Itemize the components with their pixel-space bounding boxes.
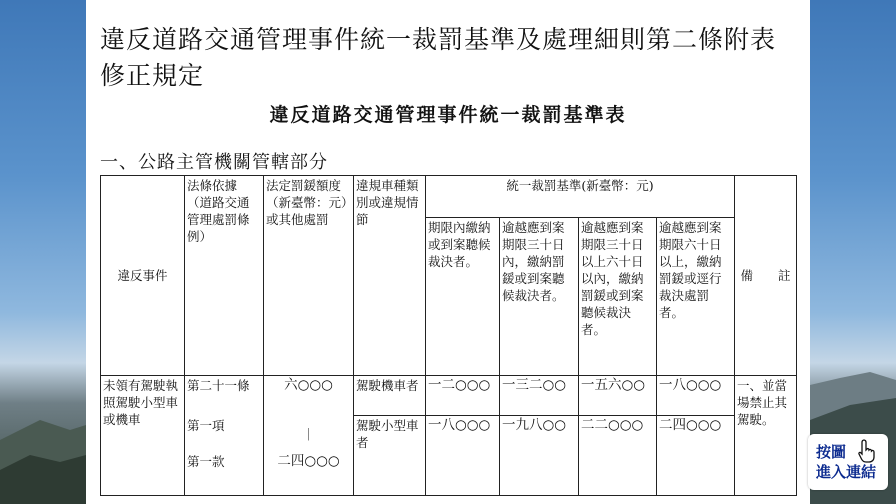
header-period-1: 期限內繳納或到案聽候裁決者。: [426, 218, 500, 376]
header-period-3: 逾越應到案期限三十日以上六十日以內，繳納罰鍰或到案聽候裁決者。: [579, 218, 657, 376]
law-article: 第二十一條: [187, 378, 250, 393]
fine-small-car-1: 一八○○○: [426, 416, 500, 496]
section-heading: 一、公路主管機關管轄部分: [100, 152, 328, 173]
penalty-table: [100, 175, 797, 496]
fine-separator: ｜: [302, 427, 315, 442]
fine-motorcycle-4: 一八○○○: [657, 376, 735, 416]
vehicle-small-car: 駕駛小型車者: [354, 416, 426, 496]
header-unified-standard: 統一裁罰基準(新臺幣：元): [426, 176, 735, 218]
row-note: 一、並當場禁止其駕駛。: [735, 376, 797, 496]
header-notes: 備 註: [735, 176, 797, 376]
fine-motorcycle-2: 一三二○○: [500, 376, 579, 416]
fine-low: 六○○○: [284, 377, 333, 393]
fine-motorcycle-1: 一二○○○: [426, 376, 500, 416]
document-page: [86, 0, 810, 504]
law-item: 第一項: [187, 418, 225, 433]
row-law: [185, 376, 264, 496]
header-law: 法條依據（道路交通管理處罰條例）: [185, 176, 264, 376]
fine-high: 二四○○○: [277, 453, 340, 469]
row-fine-range: [264, 376, 354, 496]
header-period-4: 逾越應到案期限六十日以上，繳納罰鍰或逕行裁決處罰者。: [657, 218, 735, 376]
header-vehicle-type: 違規車種類別或違規情節: [354, 176, 426, 376]
fine-small-car-3: 二二○○○: [579, 416, 657, 496]
hand-pointer-icon: [856, 438, 878, 464]
document-title: 違反道路交通管理事件統一裁罰基準及處理細則第二條附表修正規定: [100, 25, 777, 90]
fine-motorcycle-3: 一五六○○: [579, 376, 657, 416]
badge-line-1: 按圖: [816, 443, 847, 461]
header-period-2: 逾越應到案期限三十日內，繳納罰鍰或到案聽候裁決者。: [500, 218, 579, 376]
badge-line-2: 進入連結: [816, 463, 877, 481]
fine-small-car-4: 二四○○○: [657, 416, 735, 496]
fine-small-car-2: 一九八○○: [500, 416, 579, 496]
header-fine-range: 法定罰鍰額度（新臺幣：元）或其他處罰: [264, 176, 354, 376]
enter-link-button[interactable]: [808, 434, 888, 490]
row-violation: 未領有駕駛執照駕駛小型車或機車: [101, 376, 185, 496]
vehicle-motorcycle: 駕駛機車者: [354, 376, 426, 416]
law-subitem: 第一款: [187, 454, 225, 469]
header-violation: 違反事件: [101, 176, 185, 376]
table-title: 違反道路交通管理事件統一裁罰基準表: [269, 104, 627, 126]
